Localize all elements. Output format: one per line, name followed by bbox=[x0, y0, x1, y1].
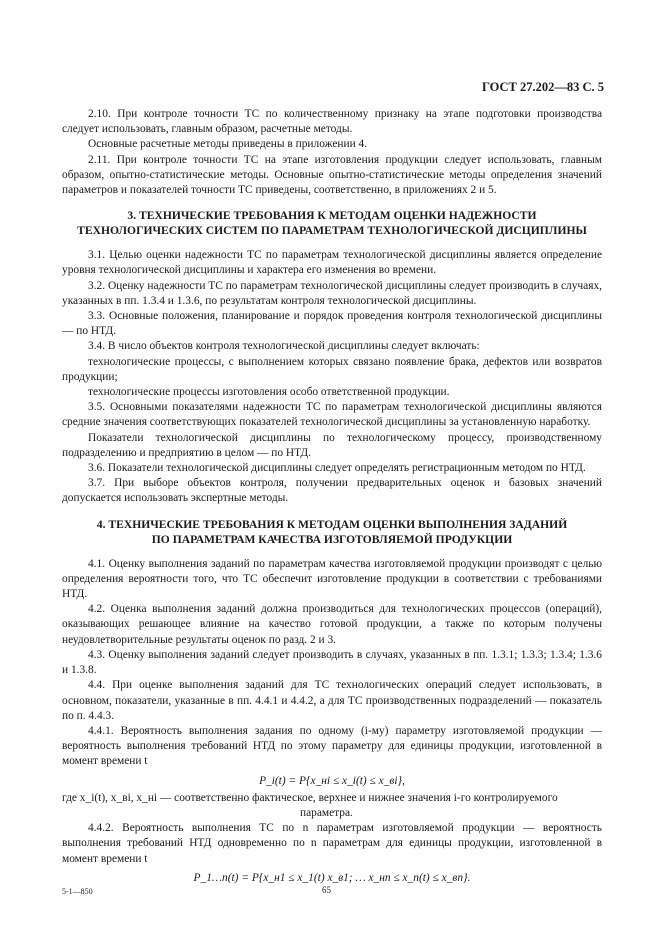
document-body bbox=[62, 107, 602, 888]
section-3-heading-line1: 3. ТЕХНИЧЕСКИЕ ТРЕБОВАНИЯ К МЕТОДАМ ОЦЕНКИ НАДЕЖНОСТИ bbox=[127, 209, 537, 223]
footer-code: 5-1—850 bbox=[62, 887, 93, 896]
formula-legend-continued: параметра. bbox=[300, 806, 353, 819]
paragraph-2-10: 2.10. При контроле точности ТС по количественному признаку на этапе подготовки производства следует использовать, главным образом, расчетные методы. bbox=[62, 108, 602, 136]
paragraph-3-6: 3.6. Показатели технологической дисциплины следует определять регистрационным методом по НТД. bbox=[88, 462, 586, 475]
paragraph-3-4-item2: технологические процессы изготовления особо ответственной продукции. bbox=[88, 386, 450, 399]
paragraph-4-3: 4.3. Оценку выполнения заданий следует производить в случаях, указанных в пп. 1.3.1; 1.3.3; 1.3.4; 1.3.6 и 1.3.8. bbox=[62, 648, 602, 677]
paragraph-4-4: 4.4. При оценке выполнения заданий для ТС технологических операций следует использовать, в основном, показатели, указанные в пп. 4.4.1 и 4.4.2, а для ТС производственных подразделений — показатель по п. 4.4.3. bbox=[62, 679, 602, 722]
formula-legend: где x_i(t), x_вi, x_нi — соответственно фактическое, верхнее и нижнее значения i-го контролируемого bbox=[62, 791, 558, 804]
section-3-heading bbox=[62, 208, 602, 238]
formula-n-parameters: P_1…n(t) = P{x_н1 ≤ x_1(t) x_в1; … x_нn ≤ x_n(t) ≤ x_вn}. bbox=[193, 871, 471, 884]
paragraph-3-4: 3.4. В число объектов контроля технологической дисциплины следует включать: bbox=[88, 340, 480, 353]
section-4-heading bbox=[62, 517, 602, 547]
page-number: 65 bbox=[322, 885, 331, 895]
paragraph-4-4-1: 4.4.1. Вероятность выполнения задания по одному (i-му) параметру изготовляемой продукции — вероятность выполнения требований НТД по этому параметру для единицы продукции, изготовленной в момент времени t bbox=[62, 724, 602, 768]
paragraph-2-11: 2.11. При контроле точности ТС на этапе изготовления продукции следует использовать, главным образом, опытно-статистические методы. Основные опытно-статистические методы определения значений параметров и показателей точности ТС приведены, соответственно, в приложениях 2 и 5. bbox=[62, 153, 602, 197]
paragraph-3-5-note: Показатели технологической дисциплины по технологическому процессу, производственному подразделению и предприятию в целом — по НТД. bbox=[62, 431, 602, 459]
paragraph-4-2: 4.2. Оценка выполнения заданий должна производиться для технологических процессов (операций), оказывающих решающее влияние на качество готовой продукции, а также по которым получены неудовлетворительные результаты оценок по разд. 2 и 3. bbox=[62, 603, 602, 646]
paragraph-3-7: 3.7. При выборе объектов контроля, получении предварительных оценок и базовых значений допускается использовать экспертные методы. bbox=[62, 477, 602, 505]
paragraph-3-5: 3.5. Основными показателями надежности ТС по параметрам технологической дисциплины являются средние значения соответствующих показателей технологической дисциплины за установленную наработку. bbox=[62, 401, 602, 429]
paragraph-4-4-2: 4.4.2. Вероятность выполнения ТС по n параметрам изготовляемой продукции — вероятность выполнения требований НТД одновременно по n параметрам для единицы продукции, изготовленной в момент времени t bbox=[62, 822, 602, 865]
paragraph-4-1: 4.1. Оценку выполнения заданий по параметрам качества изготовляемой продукции производят с целью определения вероятности того, что ТС обеспечит изготовление продукции в соответствии с требованиями НТД. bbox=[62, 557, 602, 601]
paragraph-3-3: 3.3. Основные положения, планирование и порядок проведения контроля технологической дисциплины — по НТД. bbox=[62, 310, 602, 338]
section-4-heading-line2: ПО ПАРАМЕТРАМ КАЧЕСТВА ИЗГОТОВЛЯЕМОЙ ПРОДУКЦИИ bbox=[151, 532, 513, 546]
paragraph-3-1: 3.1. Целью оценки надежности ТС по параметрам технологической дисциплины является определение уровня технологической дисциплины и характера его изменения во времени. bbox=[62, 249, 602, 277]
formula-single-parameter: P_i(t) = P{x_нi ≤ x_i(t) ≤ x_вi}, bbox=[259, 774, 405, 787]
paragraph-2-10-note: Основные расчетные методы приведены в приложении 4. bbox=[88, 138, 368, 151]
paragraph-3-4-item1: технологические процессы, с выполнением которых связано появление брака, дефектов или возвратов продукции; bbox=[62, 355, 602, 383]
section-4-heading-line1: 4. ТЕХНИЧЕСКИЕ ТРЕБОВАНИЯ К МЕТОДАМ ОЦЕНКИ ВЫПОЛНЕНИЯ ЗАДАНИЙ bbox=[96, 517, 568, 531]
section-3-heading-line2: ТЕХНОЛОГИЧЕСКИХ СИСТЕМ ПО ПАРАМЕТРАМ ТЕХНОЛОГИЧЕСКОЙ ДИСЦИПЛИНЫ bbox=[77, 224, 587, 238]
paragraph-3-2: 3.2. Оценку надежности ТС по параметрам технологической дисциплины следует производить в случаях, указанных в пп. 1.3.4 и 1.3.6, по результатам контроля технологической дисциплины. bbox=[62, 279, 602, 307]
page-header: ГОСТ 27.202—83 С. 5 bbox=[481, 80, 604, 94]
